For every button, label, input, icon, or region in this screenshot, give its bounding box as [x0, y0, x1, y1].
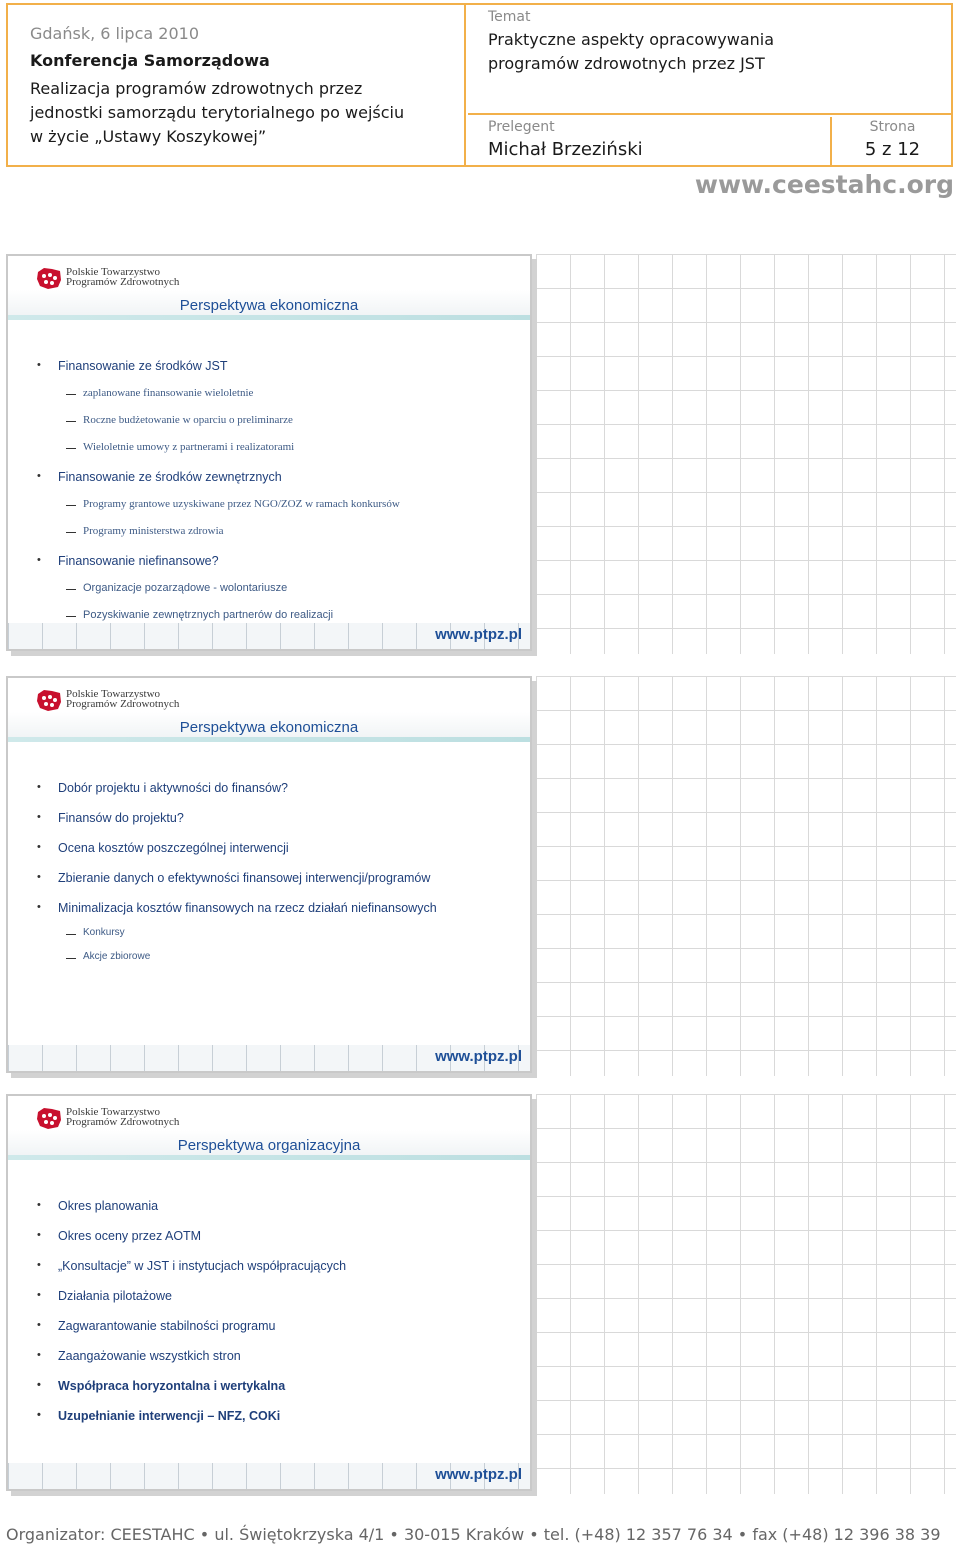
logo-line: Programów Zdrowotnych	[66, 276, 180, 288]
page-label: Strona	[869, 119, 916, 135]
slide-footer	[8, 1045, 530, 1071]
list-item: • Zaangażowanie wszystkich stron	[42, 1349, 241, 1363]
poland-map-icon	[36, 266, 62, 290]
list-subitem: zaplanowane finansowanie wieloletnie	[66, 387, 253, 399]
list-subitem: Programy ministerstwa zdrowia	[66, 525, 224, 537]
list-item: • Uzupełnianie interwencji – NFZ, COKi	[42, 1409, 280, 1423]
presenter-name: Michał Brzeziński	[488, 139, 643, 160]
slide-title: Perspektywa ekonomiczna	[179, 297, 359, 314]
poland-map-icon	[36, 1106, 62, 1130]
conference-description	[30, 77, 464, 149]
list-item: • Okres planowania	[42, 1199, 158, 1213]
notes-grid	[536, 676, 956, 1076]
topic-cell	[468, 5, 951, 115]
ptpz-link[interactable]: www.ptpz.pl	[435, 1048, 522, 1065]
presenter-label: Prelegent	[488, 119, 555, 135]
notes-grid	[536, 1094, 956, 1494]
list-item: • Okres oceny przez AOTM	[42, 1229, 201, 1243]
list-item: • „Konsultacje” w JST i instytucjach współpracujących	[42, 1259, 346, 1273]
description-line: w życie „Ustawy Koszykowej”	[30, 127, 267, 146]
list-item: • Finansowanie niefinansowe?	[42, 554, 219, 568]
slide-title-bar	[8, 290, 530, 320]
logo-line: Programów Zdrowotnych	[66, 1116, 180, 1128]
title-stripe	[8, 1155, 530, 1160]
poland-map-icon	[36, 688, 62, 712]
page-cell	[834, 117, 951, 165]
description-line: Realizacja programów zdrowotnych przez	[30, 79, 363, 98]
list-item: • Minimalizacja kosztów finansowych na rzecz działań niefinansowych	[42, 901, 437, 915]
ptpz-link[interactable]: www.ptpz.pl	[435, 626, 522, 643]
logo-text	[66, 267, 179, 287]
presenter-cell	[468, 117, 832, 165]
conference-name: Konferencja Samorządowa	[30, 51, 270, 70]
list-item: • Finansowanie ze środków zewnętrznych	[42, 470, 282, 484]
notes-grid	[536, 254, 956, 654]
topic-value	[488, 28, 951, 76]
logo-line: Polskie Towarzystwo	[66, 688, 161, 700]
website-link[interactable]: www.ceestahc.org	[694, 170, 954, 199]
document-header	[6, 3, 953, 167]
list-subitem: Konkursy	[66, 927, 125, 938]
logo-line: Polskie Towarzystwo	[66, 1106, 161, 1118]
list-item: • Dobór projektu i aktywności do finansów?	[42, 781, 288, 795]
topic-line: programów zdrowotnych przez JST	[488, 54, 765, 73]
title-stripe	[8, 737, 530, 742]
ptpz-link[interactable]: www.ptpz.pl	[435, 1466, 522, 1483]
list-subitem: Wieloletnie umowy z partnerami i realizatorami	[66, 441, 294, 453]
logo-line: Polskie Towarzystwo	[66, 266, 161, 278]
list-item: • Współpraca horyzontalna i wertykalna	[42, 1379, 285, 1393]
logo-line: Programów Zdrowotnych	[66, 698, 180, 710]
list-item: • Ocena kosztów poszczególnej interwencji	[42, 841, 289, 855]
list-item: • Działania pilotażowe	[42, 1289, 172, 1303]
list-subitem: Akcje zbiorowe	[66, 951, 150, 962]
topic-line: Praktyczne aspekty opracowywania	[488, 30, 775, 49]
list-subitem: Organizacje pozarządowe - wolontariusze	[66, 582, 287, 594]
list-item: • Finansów do projektu?	[42, 811, 184, 825]
conference-date: Gdańsk, 6 lipca 2010	[30, 24, 199, 43]
slide-footer	[8, 1463, 530, 1489]
organizer-footer: Organizator: CEESTAHC • ul. Świętokrzyska 4/1 • 30-015 Kraków • tel. (+48) 12 357 76 34 • fax (+48) 12 396 38 39	[6, 1525, 941, 1544]
slide-2	[6, 676, 532, 1073]
conference-info	[8, 5, 466, 165]
page-number: 5 z 12	[864, 139, 921, 160]
logo-text	[66, 1107, 179, 1127]
slide-3	[6, 1094, 532, 1491]
list-item: • Zbieranie danych o efektywności finansowej interwencji/programów	[42, 871, 430, 885]
slide-title-bar	[8, 1130, 530, 1160]
slide-1	[6, 254, 532, 651]
list-subitem: Pozyskiwanie zewnętrznych partnerów do realizacji	[66, 609, 333, 621]
list-subitem: Roczne budżetowanie w oparciu o preliminarze	[66, 414, 293, 426]
list-item: • Zagwarantowanie stabilności programu	[42, 1319, 275, 1333]
slide-title-bar	[8, 712, 530, 742]
slide-title: Perspektywa organizacyjna	[177, 1137, 361, 1154]
list-subitem: Programy grantowe uzyskiwane przez NGO/ZOZ w ramach konkursów	[66, 498, 400, 510]
slide-title: Perspektywa ekonomiczna	[179, 719, 359, 736]
slide-footer	[8, 623, 530, 649]
logo-text	[66, 689, 179, 709]
topic-label: Temat	[488, 9, 531, 25]
list-item: • Finansowanie ze środków JST	[42, 359, 228, 373]
title-stripe	[8, 315, 530, 320]
description-line: jednostki samorządu terytorialnego po wejściu	[30, 103, 405, 122]
